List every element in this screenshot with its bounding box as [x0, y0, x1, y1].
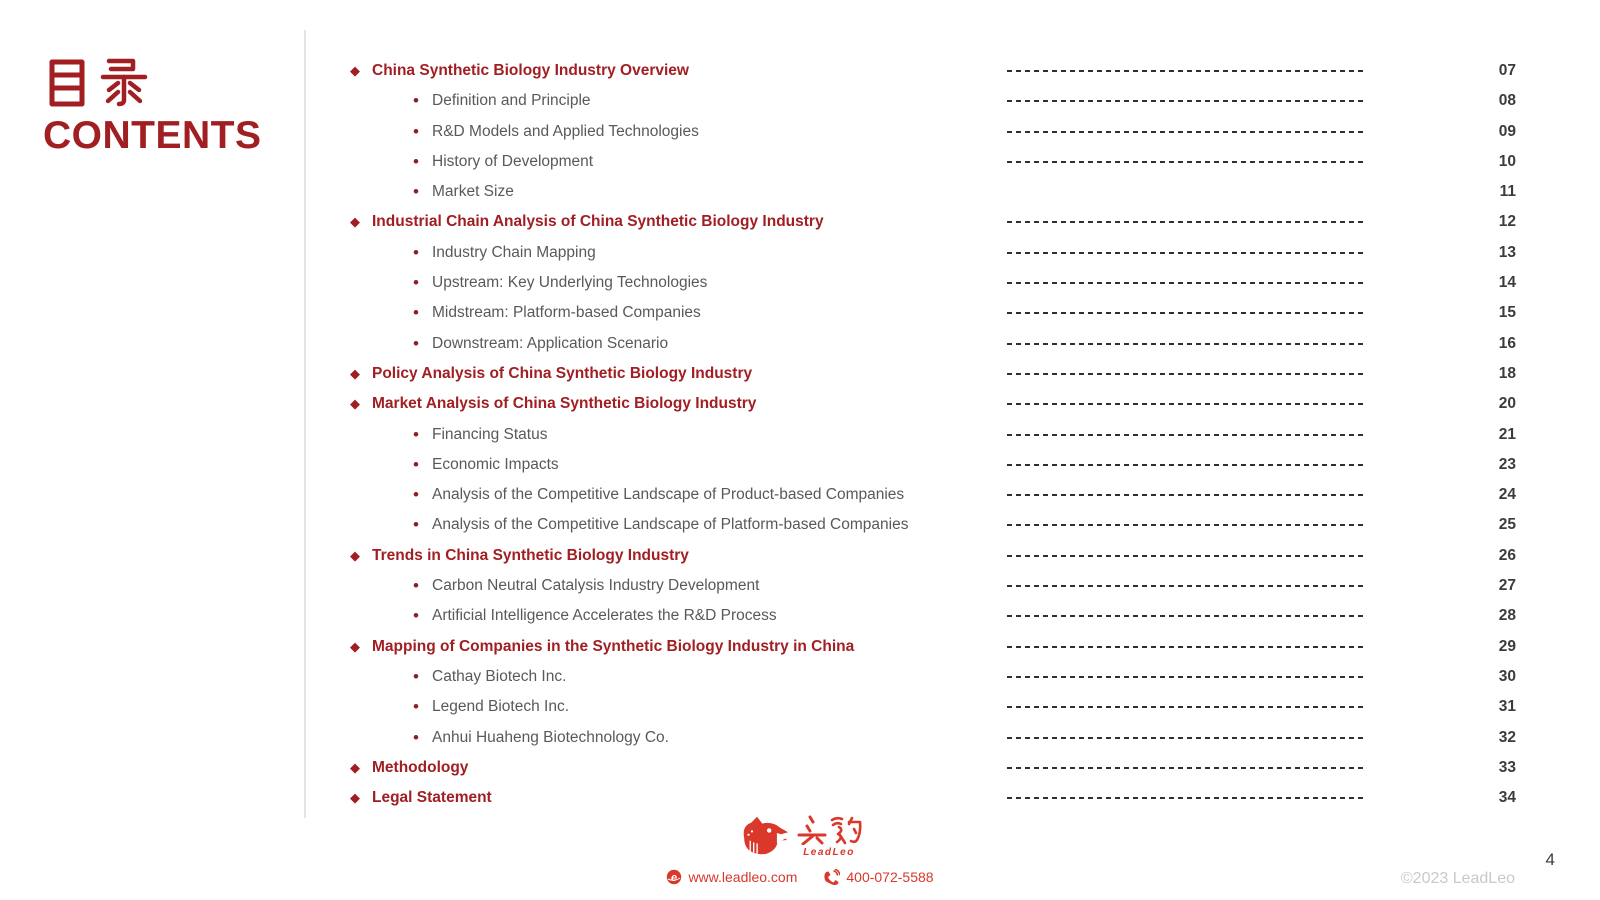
toc-page-number: 21 [1498, 425, 1516, 443]
toc-page-number: 12 [1498, 213, 1516, 231]
bullet-icon: • [413, 91, 419, 111]
toc-row[interactable] [350, 480, 1516, 510]
toc-row[interactable] [350, 723, 1516, 753]
toc-row[interactable] [350, 601, 1516, 631]
dotted-leader [1007, 221, 1363, 223]
toc-item-label: Analysis of the Competitive Landscape of Platform-based Companies [432, 516, 909, 534]
toc-item-label: Anhui Huaheng Biotechnology Co. [432, 728, 669, 746]
toc-page-number: 16 [1498, 334, 1516, 352]
toc-item-label: Industry Chain Mapping [432, 243, 596, 261]
dotted-leader [1007, 70, 1363, 72]
toc-page-number: 25 [1498, 516, 1516, 534]
toc-row[interactable] [350, 632, 1516, 662]
dotted-leader [1007, 403, 1363, 405]
toc-item-label: Policy Analysis of China Synthetic Biology Industry [372, 364, 753, 382]
toc-item-label: History of Development [432, 152, 594, 170]
dotted-leader [1007, 706, 1363, 708]
leopard-logo-icon [738, 815, 790, 858]
page-title-en: CONTENTS [43, 114, 262, 157]
toc-page-number: 26 [1498, 546, 1516, 564]
toc-row[interactable] [350, 86, 1516, 116]
bullet-icon: • [413, 303, 419, 323]
toc-page-number: 18 [1498, 364, 1516, 382]
brand-en-label: LeadLeo [803, 847, 855, 858]
dotted-leader [1007, 585, 1363, 587]
dotted-leader [1007, 161, 1363, 163]
dotted-leader [1007, 615, 1363, 617]
toc-row[interactable] [350, 177, 1516, 207]
dotted-leader [1007, 797, 1363, 799]
toc-row[interactable] [350, 207, 1516, 237]
toc-page-number: 08 [1498, 92, 1516, 110]
bullet-icon: • [413, 333, 419, 353]
dotted-leader [1007, 100, 1363, 102]
toc-row[interactable] [350, 450, 1516, 480]
toc-item-label: Cathay Biotech Inc. [432, 667, 567, 685]
dotted-leader [1007, 373, 1363, 375]
toc-page-number: 32 [1498, 728, 1516, 746]
toc-page-number: 24 [1498, 486, 1516, 504]
dotted-leader [1007, 494, 1363, 496]
page-title [43, 58, 262, 155]
toc-page-number: 34 [1498, 789, 1516, 807]
toc-page-number: 30 [1498, 667, 1516, 685]
dotted-leader [1007, 343, 1363, 345]
bullet-icon: • [413, 273, 419, 293]
diamond-icon: ◆ [350, 547, 360, 563]
toc-item-label: Methodology [372, 758, 469, 776]
toc-row[interactable] [350, 541, 1516, 571]
dotted-leader [1007, 312, 1363, 314]
toc-row[interactable] [350, 389, 1516, 419]
toc-item-label: Legal Statement [372, 789, 492, 807]
website-label: www.leadleo.com [688, 869, 798, 885]
toc-item-label: Industrial Chain Analysis of China Synthetic Biology Industry [372, 213, 824, 231]
toc-row[interactable] [350, 329, 1516, 359]
copyright-text: ©2023 LeadLeo [1400, 870, 1515, 887]
bullet-icon: • [413, 454, 419, 474]
dotted-leader [1007, 434, 1363, 436]
dotted-leader [1007, 252, 1363, 254]
bullet-icon: • [413, 576, 419, 596]
toc-row[interactable] [350, 662, 1516, 692]
toc-item-label: Upstream: Key Underlying Technologies [432, 274, 708, 292]
diamond-icon: ◆ [350, 365, 360, 381]
bullet-icon: • [413, 515, 419, 535]
toc-row[interactable] [350, 56, 1516, 86]
footer-brand [0, 815, 1600, 858]
toc-page-number: 09 [1498, 122, 1516, 140]
dotted-leader [1007, 676, 1363, 678]
toc-row[interactable] [350, 238, 1516, 268]
toc-page-number: 13 [1498, 243, 1516, 261]
toc-item-label: Trends in China Synthetic Biology Industry [372, 546, 689, 564]
bullet-icon: • [413, 697, 419, 717]
toc-row[interactable] [350, 692, 1516, 722]
toc-item-label: Legend Biotech Inc. [432, 698, 570, 716]
website-link[interactable] [666, 869, 797, 885]
diamond-icon: ◆ [350, 396, 360, 412]
globe-icon [666, 869, 682, 885]
dotted-leader [1007, 555, 1363, 557]
diamond-icon: ◆ [350, 759, 360, 775]
toc-item-label: Analysis of the Competitive Landscape of Product-based Companies [432, 486, 905, 504]
bullet-icon: • [413, 151, 419, 171]
toc-row[interactable] [350, 147, 1516, 177]
toc-page-number: 07 [1498, 62, 1516, 79]
toc-page-number: 15 [1498, 304, 1516, 322]
dotted-leader [1007, 282, 1363, 284]
toc-item-label: Midstream: Platform-based Companies [432, 304, 701, 322]
toc-item-label: R&D Models and Applied Technologies [432, 122, 699, 140]
phone-icon [823, 869, 840, 885]
toc-page-number: 29 [1498, 637, 1516, 655]
toc-row[interactable] [350, 298, 1516, 328]
toc-list [350, 56, 1516, 813]
diamond-icon: ◆ [350, 638, 360, 654]
diamond-icon: ◆ [350, 63, 360, 78]
toc-page-number: 31 [1498, 698, 1516, 716]
footer-contact [0, 869, 1600, 885]
toc-page-number: 20 [1498, 395, 1516, 413]
toc-item-label: China Synthetic Biology Industry Overview [372, 62, 689, 79]
dotted-leader [1007, 131, 1363, 133]
toc-item-label: Carbon Neutral Catalysis Industry Development [432, 577, 760, 595]
toc-item-label: Financing Status [432, 425, 548, 443]
phone-contact [823, 869, 933, 885]
dotted-leader [1007, 767, 1363, 769]
toc-row[interactable] [350, 117, 1516, 147]
toc-row[interactable] [350, 268, 1516, 298]
toc-row[interactable] [350, 420, 1516, 450]
brand-cn-glyph [796, 815, 862, 845]
toc-item-label: Mapping of Companies in the Synthetic Biology Industry in China [372, 637, 855, 655]
toc-page-number: 27 [1498, 577, 1516, 595]
toc-page-number: 14 [1498, 274, 1516, 292]
phone-label: 400-072-5588 [846, 869, 934, 885]
toc-page-number: 10 [1498, 152, 1516, 170]
bullet-icon: • [413, 182, 419, 202]
toc-item-label: Downstream: Application Scenario [432, 334, 669, 352]
toc-page-number: 28 [1498, 607, 1516, 625]
toc-row[interactable] [350, 359, 1516, 389]
toc-page-number: 11 [1499, 183, 1516, 201]
toc-page-number: 23 [1498, 455, 1516, 473]
toc-item-label: Economic Impacts [432, 455, 559, 473]
title-cn-glyph [43, 58, 149, 108]
toc-row[interactable] [350, 510, 1516, 540]
toc-page-number: 33 [1498, 758, 1516, 776]
toc-row[interactable] [350, 571, 1516, 601]
dotted-leader [1007, 524, 1363, 526]
bullet-icon: • [413, 485, 419, 505]
toc-item-label: Artificial Intelligence Accelerates the R&D Process [432, 607, 777, 625]
bullet-icon: • [413, 666, 419, 686]
vertical-divider [304, 30, 306, 818]
bullet-icon: • [413, 121, 419, 141]
dotted-leader [1007, 464, 1363, 466]
bullet-icon: • [413, 242, 419, 262]
toc-item-label: Market Size [432, 183, 514, 201]
bullet-icon: • [413, 727, 419, 747]
dotted-leader [1007, 646, 1363, 648]
diamond-icon: ◆ [350, 214, 360, 230]
toc-row[interactable] [350, 753, 1516, 783]
toc-item-label: Definition and Principle [432, 92, 591, 110]
current-page-number: 4 [1545, 850, 1555, 869]
toc-row[interactable] [350, 783, 1516, 813]
dotted-leader [1007, 737, 1363, 739]
bullet-icon: • [413, 606, 419, 626]
bullet-icon: • [413, 424, 419, 444]
toc-item-label: Market Analysis of China Synthetic Biology Industry [372, 395, 757, 413]
diamond-icon: ◆ [350, 790, 360, 806]
svg-text:e: e [671, 872, 678, 884]
